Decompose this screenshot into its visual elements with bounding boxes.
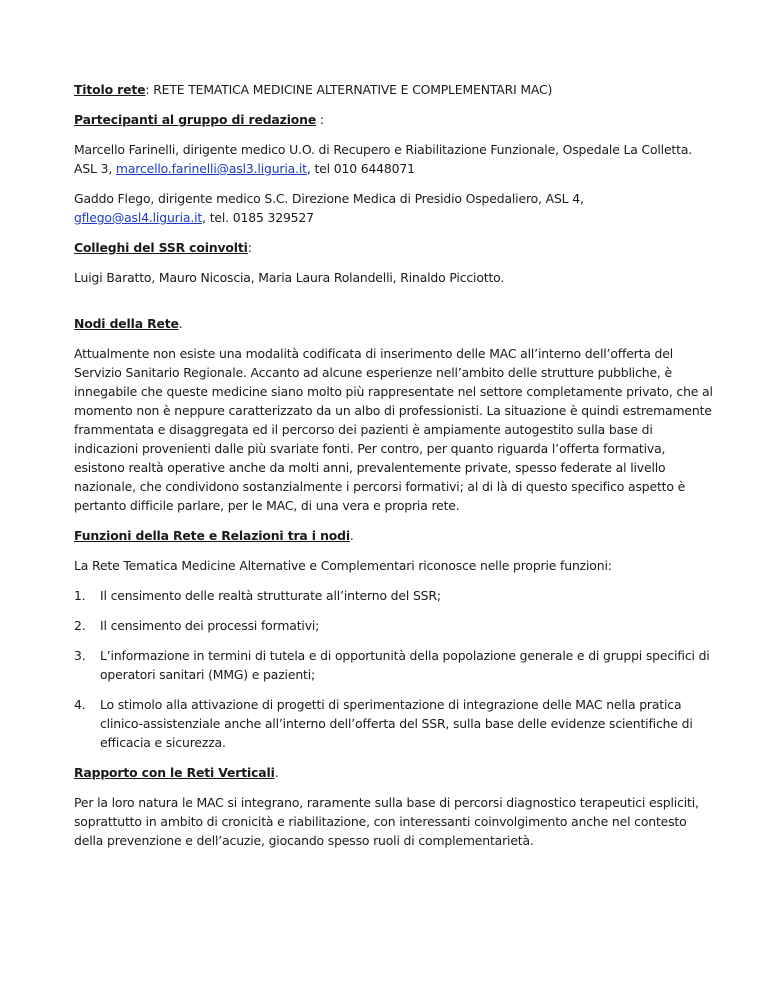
- rapporto-paragraph: Per la loro natura le MAC si integrano, raramente sulla base di percorsi diagnostico terapeutici espliciti, soprattutto in ambito di cronicità e riabilitazione, con interessanti coinvolgimento anche nel contesto della prevenzione e dell’acuzie, giocando spesso ruoli di complementarietà.: [74, 795, 699, 848]
- titolo-rete-value: : RETE TEMATICA MEDICINE ALTERNATIVE E COMPLEMENTARI MAC): [145, 82, 553, 97]
- rapporto-label: Rapporto con le Reti Verticali: [74, 765, 275, 780]
- list-item-number: 4.: [74, 697, 86, 712]
- rapporto-suffix: .: [274, 765, 279, 780]
- list-item: [74, 616, 714, 635]
- colleghi-label: Colleghi del SSR coinvolti: [74, 240, 248, 255]
- rapporto-heading: [74, 763, 714, 782]
- funzioni-suffix: .: [349, 528, 354, 543]
- list-item-text: Il censimento delle realtà strutturate all’interno del SSR;: [100, 588, 441, 603]
- list-item-text: L’informazione in termini di tutela e di opportunità della popolazione generale e di gruppi specifici di operatori sanitari (MMG) e pazienti;: [100, 648, 710, 682]
- flego-email-link[interactable]: gflego@asl4.liguria.it: [74, 210, 203, 225]
- colleghi-suffix: :: [247, 240, 252, 255]
- colleghi-names: Luigi Baratto, Mauro Nicoscia, Maria Laura Rolandelli, Rinaldo Picciotto.: [74, 270, 505, 285]
- document-page: [74, 80, 714, 861]
- funzioni-intro: La Rete Tematica Medicine Alternative e Complementari riconosce nelle proprie funzioni:: [74, 558, 612, 573]
- flego-phone: , tel. 0185 329527: [202, 210, 314, 225]
- list-item: [74, 695, 714, 752]
- nodi-suffix: .: [178, 316, 183, 331]
- funzioni-list: [74, 586, 714, 752]
- participant-farinelli: [74, 140, 714, 178]
- nodi-label: Nodi della Rete: [74, 316, 179, 331]
- farinelli-phone: , tel 010 6448071: [306, 161, 415, 176]
- funzioni-heading: [74, 526, 714, 545]
- list-item: [74, 646, 714, 684]
- list-item-number: 2.: [74, 618, 86, 633]
- section-spacer: [74, 298, 714, 314]
- list-item: [74, 586, 714, 605]
- partecipanti-label: Partecipanti al gruppo di redazione: [74, 112, 317, 127]
- farinelli-info: Marcello Farinelli, dirigente medico U.O. di Recupero e Riabilitazione Funzionale, Ospedale La Colletta. ASL 3,: [74, 142, 693, 176]
- nodi-heading: [74, 314, 714, 333]
- farinelli-email-link[interactable]: marcello.farinelli@asl3.liguria.it: [115, 161, 307, 176]
- titolo-rete-line: [74, 80, 714, 99]
- list-item-number: 1.: [74, 588, 86, 603]
- partecipanti-suffix: :: [316, 112, 324, 127]
- partecipanti-heading: [74, 110, 714, 129]
- titolo-rete-label: Titolo rete: [74, 82, 146, 97]
- list-item-text: Lo stimolo alla attivazione di progetti di sperimentazione di integrazione delle MAC nella pratica clinico-assistenziale anche all’interno dell’offerta del SSR, sulla base delle evidenze scientifiche di efficacia e sicurezza.: [100, 697, 693, 750]
- list-item-number: 3.: [74, 648, 86, 663]
- flego-info: Gaddo Flego, dirigente medico S.C. Direzione Medica di Presidio Ospedaliero, ASL 4,: [74, 191, 584, 206]
- list-item-text: Il censimento dei processi formativi;: [100, 618, 320, 633]
- colleghi-heading: [74, 238, 714, 257]
- participant-flego: [74, 189, 714, 227]
- funzioni-label: Funzioni della Rete e Relazioni tra i nodi: [74, 528, 350, 543]
- nodi-paragraph: Attualmente non esiste una modalità codificata di inserimento delle MAC all’interno dell’offerta del Servizio Sanitario Regionale. Accanto ad alcune esperienze nell’ambito delle strutture pubbliche, è innegabile che queste medicine siano molto più rappresentate nel settore completamente privato, che al momento non è neppure caratterizzato da un albo di professionisti. La situazione è quindi estremamente frammentata e disaggregata ed il percorso dei pazienti è ampiamente autogestito sulla base di indicazioni provenienti dalle più svariate fonti. Per contro, per quanto riguarda l’offerta formativa, esistono realtà operative anche da molti anni, prevalentemente private, spesso federate al livello nazionale, che condividono sostanzialmente i percorsi formativi; al di là di questo specifico aspetto è pertanto difficile parlare, per le MAC, di una vera e propria rete.: [74, 346, 713, 513]
